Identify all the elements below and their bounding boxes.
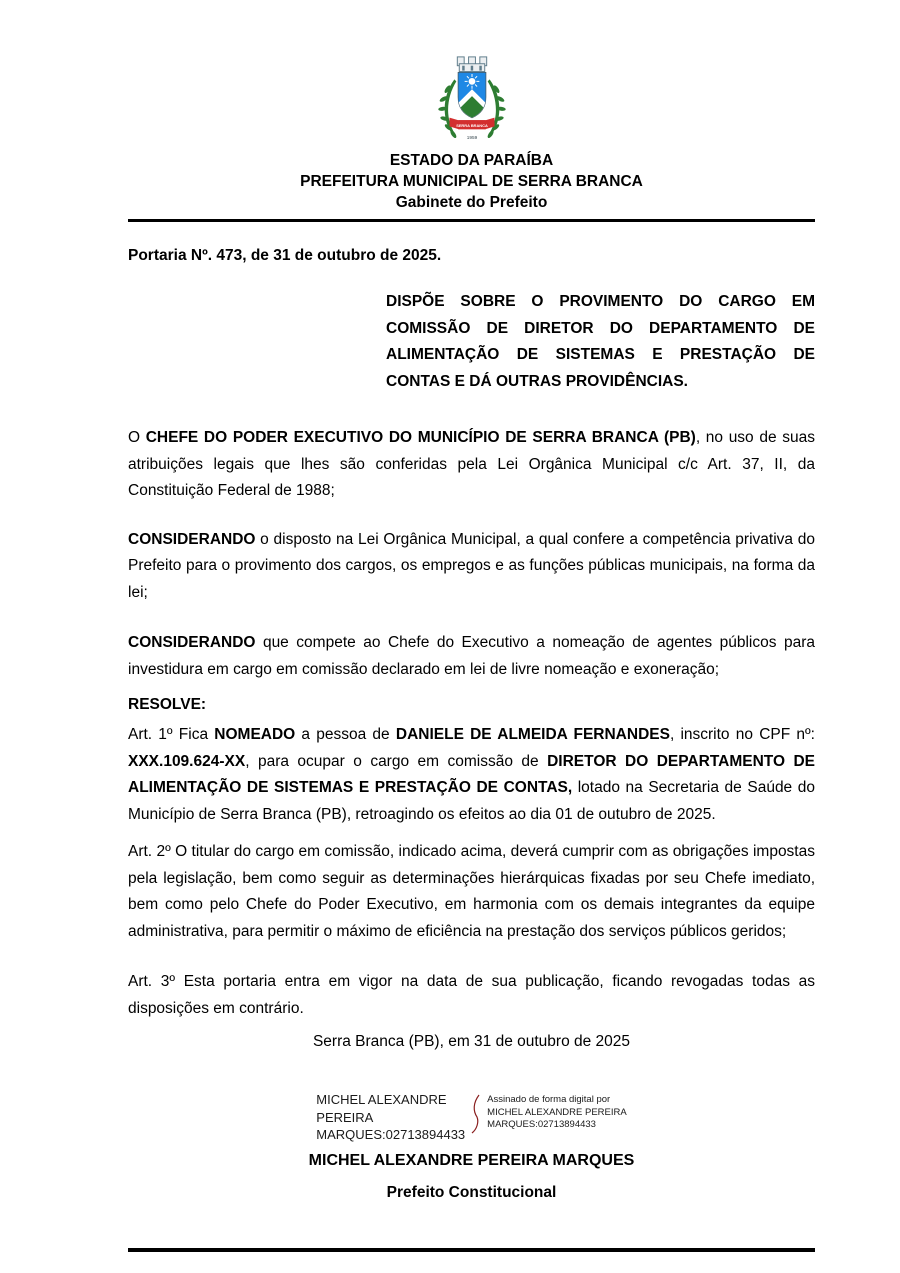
letterhead-municipality: PREFEITURA MUNICIPAL DE SERRA BRANCA <box>300 173 643 190</box>
shield-field <box>458 73 485 121</box>
signer-name: MICHEL ALEXANDRE PEREIRA MARQUES <box>308 1151 635 1169</box>
paragraph-considerando-1: CONSIDERANDO o disposto na Lei Orgânica Municipal, a qual confere a competência privativa do Prefeito para o provimento dos cargos, os empregos e as funções públicas municipais, na forma da lei; <box>128 530 815 601</box>
cert-line: PEREIRA <box>316 1109 374 1125</box>
footer-divider <box>128 1248 815 1252</box>
cert-line: MARQUES:02713894433 <box>316 1127 466 1142</box>
paragraph-considerando-2: CONSIDERANDO que compete ao Chefe do Executivo a nomeação de agentes públicos para investidura em cargo em comissão declarado em lei de livre nomeação e exoneração; <box>128 634 815 678</box>
info-line: Assinado de forma digital por <box>487 1094 611 1105</box>
ribbon-text: SERRA BRANCA <box>455 122 488 128</box>
paragraph-preamble: O CHEFE DO PODER EXECUTIVO DO MUNICÍPIO DE SERRA BRANCA (PB), no uso de suas atribuições legais que lhes são conferidas pela Lei Orgânica Municipal c/c Art. 37, II, da Constituição Federal de 1988; <box>128 429 815 499</box>
letterhead <box>128 150 815 213</box>
crest-year: 1959 <box>466 135 477 141</box>
document-title: Portaria Nº. 473, de 31 de outubro de 2025. <box>128 247 442 264</box>
digital-signature-details <box>487 1091 627 1132</box>
cert-line: MICHEL ALEXANDRE <box>316 1092 447 1107</box>
letterhead-office: Gabinete do Prefeito <box>395 194 548 211</box>
paragraph-article-3: Art. 3º Esta portaria entra em vigor na data de sua publicação, ficando revogadas todas as disposições em contrário. <box>128 973 815 1017</box>
coat-of-arms-graphic <box>433 52 511 146</box>
digital-signature-name <box>316 1091 465 1144</box>
resolve-heading: RESOLVE: <box>128 696 207 713</box>
header-divider <box>128 219 815 222</box>
date-place-line: Serra Branca (PB), em 31 de outubro de 2025 <box>312 1033 631 1050</box>
info-line: MARQUES:02713894433 <box>487 1119 596 1130</box>
info-line: MICHEL ALEXANDRE PEREIRA <box>487 1106 627 1118</box>
digital-signature-block <box>128 1091 815 1144</box>
signature-flourish-icon <box>470 1093 482 1135</box>
document-summary: DISPÕE SOBRE O PROVIMENTO DO CARGO EM COMISSÃO DE DIRETOR DO DEPARTAMENTO DE ALIMENTAÇÃO DE SISTEMAS E PRESTAÇÃO DE CONTAS E DÁ OUTRAS PROVIDÊNCIAS. <box>386 293 815 390</box>
paragraph-article-1: Art. 1º Fica NOMEADO a pessoa de DANIELE DE ALMEIDA FERNANDES, inscrito no CPF nº: XXX.109.624-XX, para ocupar o cargo em comissão de DIRETOR DO DEPARTAMENTO DE ALIMENTAÇÃO DE SISTEMAS E PRESTAÇÃO DE CONTAS, lotado na Secretaria de Saúde do Município de Serra Branca (PB), retroagindo os efeitos ao dia 01 de outubro de 2025. <box>128 726 815 823</box>
coat-of-arms <box>128 52 815 146</box>
letterhead-state: ESTADO DA PARAÍBA <box>389 152 554 169</box>
sun-icon <box>468 78 475 85</box>
paragraph-article-2: Art. 2º O titular do cargo em comissão, indicado acima, deverá cumprir com as obrigações impostas pela legislação, bem como seguir as determinações hierárquicas fixadas por seu Chefe imediato, bem como pelo Chefe do Poder Executivo, em harmonia com os demais integrantes da equipe administrativa, para permitir o máximo de eficiência na prestação dos serviços públicos geridos; <box>128 843 815 940</box>
signer-role: Prefeito Constitucional <box>386 1183 557 1201</box>
